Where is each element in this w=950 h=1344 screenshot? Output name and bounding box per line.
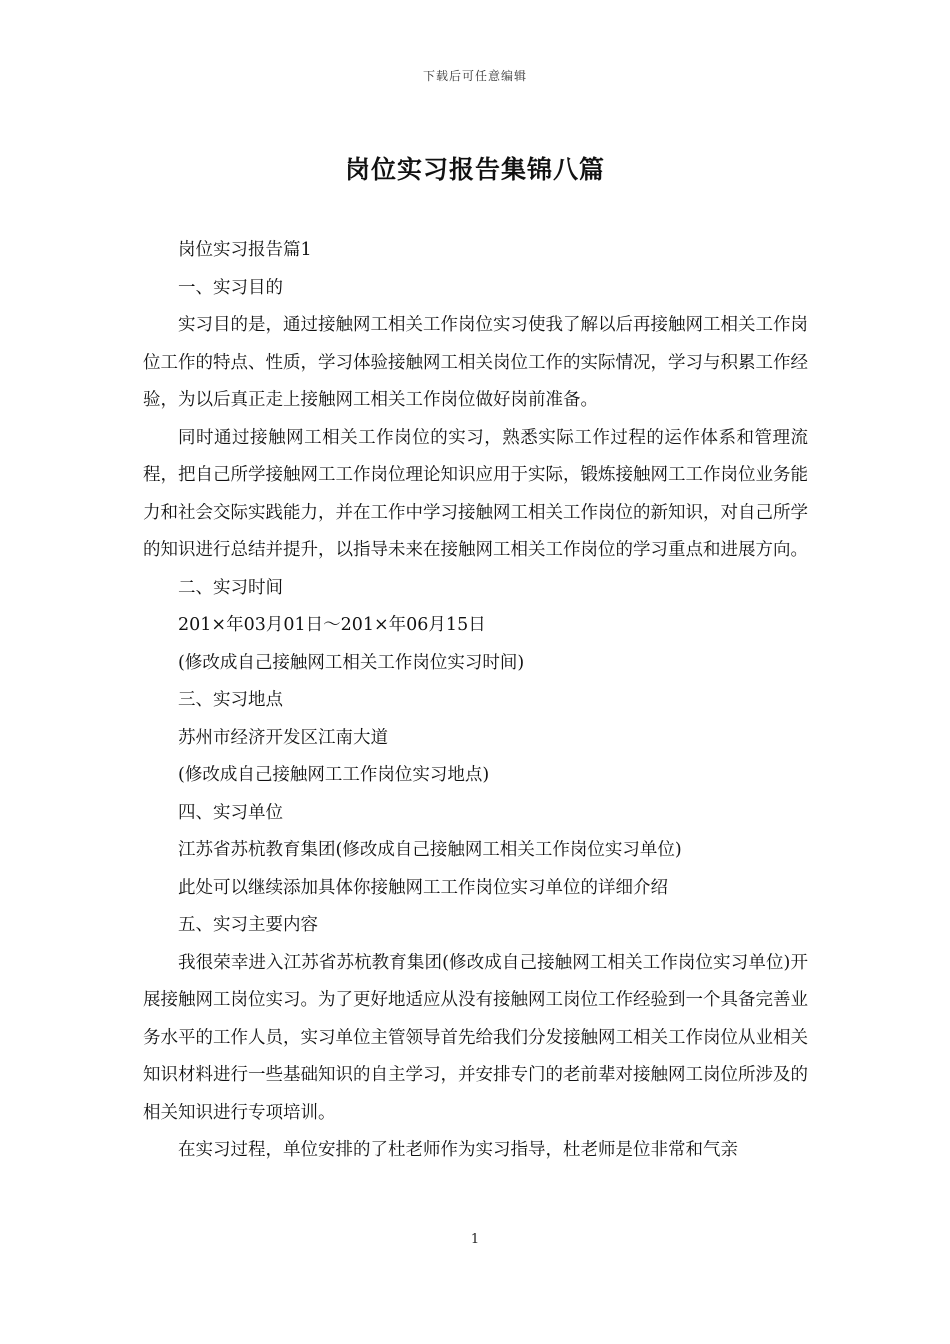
section-heading-content: 五、实习主要内容	[178, 915, 318, 935]
section-heading-purpose: 一、实习目的	[178, 277, 283, 298]
section-heading-report-1: 岗位实习报告篇1	[178, 240, 312, 260]
section-heading-unit: 四、实习单位	[178, 802, 283, 823]
paragraph-unit-note: 此处可以继续添加具体你接触网工工作岗位实习单位的详细介绍	[178, 877, 668, 898]
document-title: 岗位实习报告集锦八篇	[344, 155, 605, 184]
paragraph-purpose: 实习目的是，通过接触网工相关工作岗位实习使我了解以后再接触网工相关工作岗位工作的特点、性质，学习体验接触网工相关岗位工作的实际情况，学习与积累工作经验，为以后真正走上接触网工相关工作岗位做好岗前准备。	[143, 315, 808, 410]
paragraph-content: 我很荣幸进入江苏省苏杭教育集团(修改成自己接触网工相关工作岗位实习单位)开展接触网工岗位实习。为了更好地适应从没有接触网工岗位工作经验到一个具备完善业务水平的工作人员，实习单位主管领导首先给我们分发接触网工相关工作岗位从业相关知识材料进行一些基础知识的自主学习，并安排专门的老前辈对接触网工岗位所涉及的相关知识进行专项培训。	[143, 952, 808, 1123]
paragraph-location-note: (修改成自己接触网工工作岗位实习地点)	[178, 765, 490, 785]
section-heading-time: 二、实习时间	[178, 577, 283, 598]
paragraph-unit: 江苏省苏杭教育集团(修改成自己接触网工相关工作岗位实习单位)	[178, 840, 682, 860]
paragraph-time-range: 201×年03月01日～201×年06月15日	[178, 615, 486, 635]
paragraph-time-note: (修改成自己接触网工相关工作岗位实习时间)	[178, 652, 525, 673]
paragraph-location: 苏州市经济开发区江南大道	[178, 727, 388, 748]
section-heading-location: 三、实习地点	[178, 690, 283, 710]
header-note: 下载后可任意编辑	[422, 69, 527, 83]
paragraph-purpose-detail: 同时通过接触网工相关工作岗位的实习，熟悉实际工作过程的运作体系和管理流程，把自己所学接触网工工作岗位理论知识应用于实际，锻炼接触网工工作岗位业务能力和社会交际实践能力，并在工作中学习接触网工相关工作岗位的新知识，对自己所学的知识进行总结并提升，以指导未来在接触网工相关工作岗位的学习重点和进展方向。	[143, 427, 808, 560]
paragraph-process: 在实习过程，单位安排的了杜老师作为实习指导，杜老师是位非常和气亲	[178, 1140, 738, 1160]
page-number: 1	[470, 1232, 480, 1247]
document-body	[143, 232, 808, 1170]
